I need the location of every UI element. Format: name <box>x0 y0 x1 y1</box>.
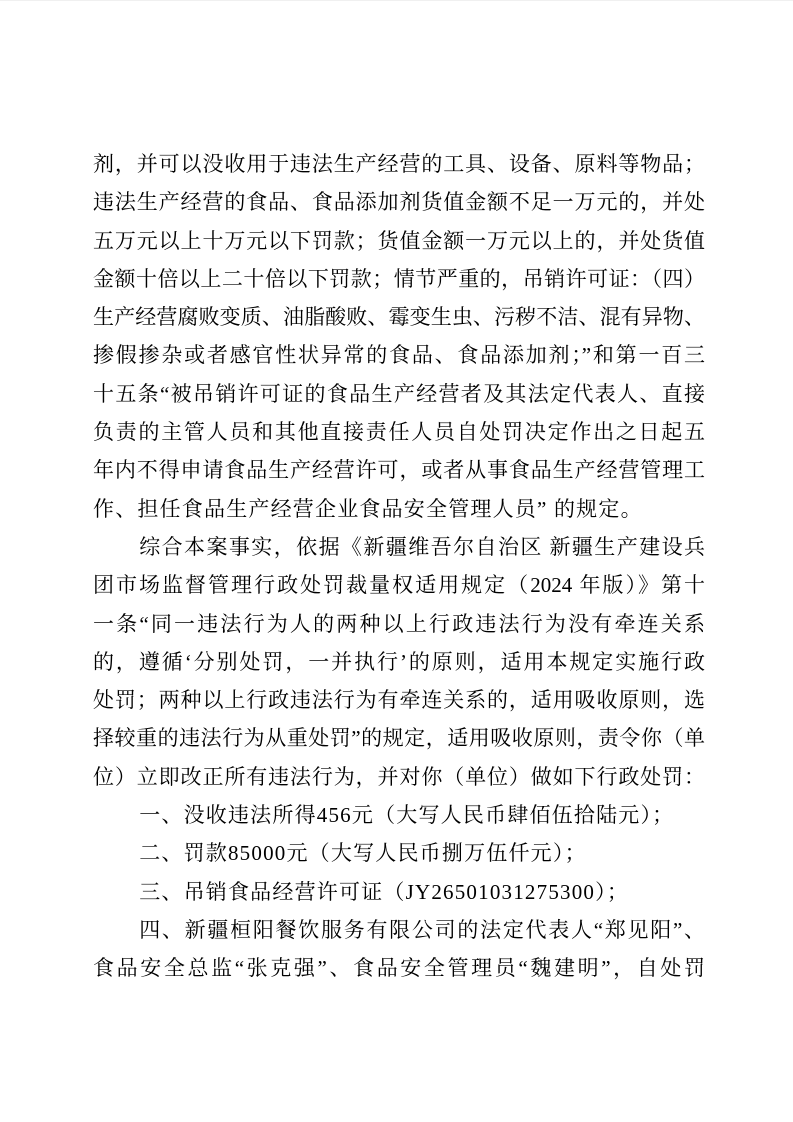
text-line: 四、新疆桓阳餐饮服务有限公司的法定代表人“郑见阳”、 <box>139 917 705 942</box>
text-line: 作、担任食品生产经营企业食品安全管理人员” 的规定。 <box>93 496 643 521</box>
document-body <box>93 145 705 988</box>
text-line: 三、吊销食品经营许可证（JY26501031275300）； <box>139 879 630 904</box>
text-line: 生产经营腐败变质、油脂酸败、霉变生虫、污秽不洁、混有异物、 <box>93 305 705 330</box>
text-line: 年内不得申请食品生产经营许可，或者从事食品生产经营管理工 <box>93 458 705 483</box>
text-line: 食品安全总监“张克强”、食品安全管理员“魏建明”，自处罚 <box>93 956 705 981</box>
text-line: 综合本案事实，依据《新疆维吾尔自治区 新疆生产建设兵 <box>139 534 705 559</box>
text-line: 一、没收违法所得456元（大写人民币肆佰伍拾陆元）； <box>139 803 675 828</box>
text-line: 金额十倍以上二十倍以下罚款；情节严重的，吊销许可证：（四） <box>93 266 705 291</box>
text-line: 的，遵循‘分别处罚，一并执行’的原则，适用本规定实施行政 <box>93 649 705 674</box>
text-line: 十五条“被吊销许可证的食品生产经营者及其法定代表人、直接 <box>93 381 705 406</box>
text-line: 处罚；两种以上行政违法行为有牵连关系的，适用吸收原则，选 <box>93 688 705 713</box>
text-line: 负责的主管人员和其他直接责任人员自处罚决定作出之日起五 <box>93 420 705 445</box>
text-line: 位）立即改正所有违法行为，并对你（单位）做如下行政处罚： <box>93 764 705 789</box>
text-line: 五万元以上十万元以下罚款；货值金额一万元以上的，并处货值 <box>93 228 705 253</box>
text-line: 择较重的违法行为从重处罚”的规定，适用吸收原则，责令你（单 <box>93 726 705 751</box>
text-line: 二、罚款85000元（大写人民币捌万伍仟元）； <box>139 841 587 866</box>
text-line: 掺假掺杂或者感官性状异常的食品、食品添加剂；”和第一百三 <box>93 343 705 368</box>
text-line: 违法生产经营的食品、食品添加剂货值金额不足一万元的，并处 <box>93 190 705 215</box>
text-line: 剂，并可以没收用于违法生产经营的工具、设备、原料等物品； <box>93 152 705 176</box>
text-line: 一条“同一违法行为人的两种以上行政违法行为没有牵连关系 <box>93 611 705 636</box>
text-line: 团市场监督管理行政处罚裁量权适用规定（2024 年版）》第十 <box>93 573 705 598</box>
